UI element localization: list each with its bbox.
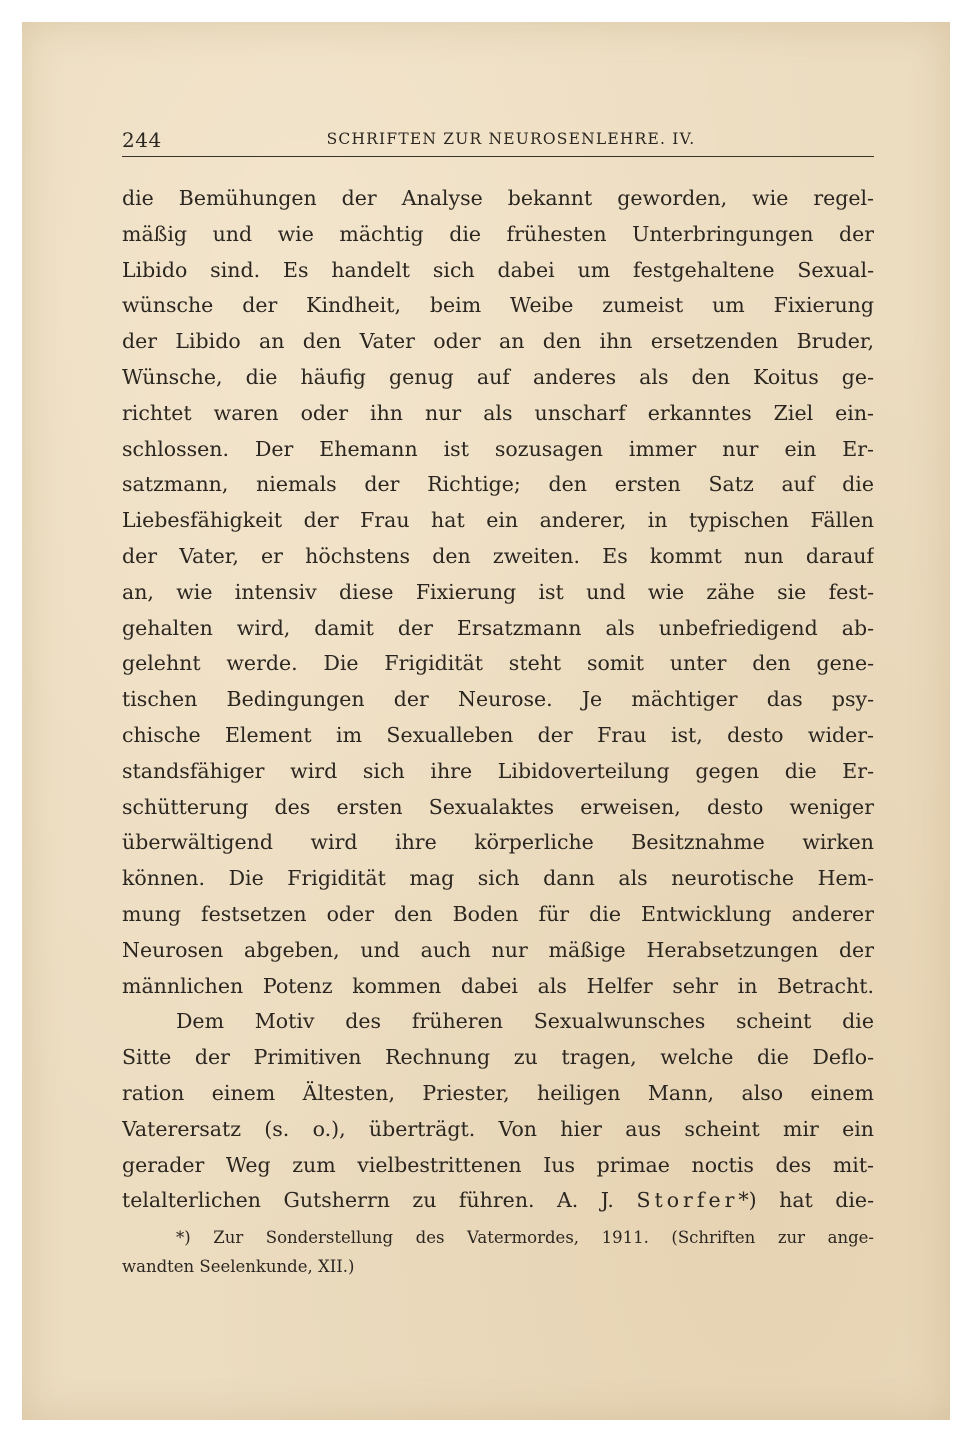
text-line: Neurosen abgeben, und auch nur mäßige Herabsetzungen der — [122, 937, 874, 962]
paragraph-start-line: Dem Motiv des früheren Sexualwunsches scheint die — [176, 1009, 874, 1034]
text-line-start: telalterlichen Gutsherrn zu führen. A. J. — [122, 1188, 614, 1213]
text-line: überwältigend wird ihre körperliche Besitznahme wirken — [122, 830, 874, 855]
footnote-line: wandten Seelenkunde, XII.) — [122, 1257, 355, 1277]
text-line: können. Die Frigidität mag sich dann als neurotische Hem- — [122, 866, 874, 891]
text-line: ration einem Ältesten, Priester, heiligen Mann, also einem — [122, 1080, 874, 1105]
text-line: schlossen. Der Ehemann ist sozusagen immer nur ein Er- — [122, 436, 874, 461]
text-line: der Vater, er höchstens den zweiten. Es kommt nun darauf — [122, 543, 874, 568]
footnote-line: *) Zur Sonderstellung des Vatermordes, 1911. (Schriften zur ange- — [176, 1228, 874, 1248]
footnotes — [122, 1223, 874, 1281]
text-line-end: hat die- — [779, 1188, 874, 1213]
book-page — [122, 120, 874, 1281]
footnote-marker: *) — [738, 1188, 757, 1213]
text-line: richtet waren oder ihn nur als unscharf erkanntes Ziel ein- — [122, 400, 874, 425]
text-line: tischen Bedingungen der Neurose. Je mächtiger das psy- — [122, 687, 874, 712]
text-line: Liebesfähigkeit der Frau hat ein anderer, in typischen Fällen — [122, 508, 874, 533]
text-line: Libido sind. Es handelt sich dabei um festgehaltene Sexual- — [122, 257, 874, 282]
text-line: gelehnt werde. Die Frigidität steht somit unter den gene- — [122, 651, 874, 676]
text-line: gehalten wird, damit der Ersatzmann als unbefriedigend ab- — [122, 615, 874, 640]
text-line: der Libido an den Vater oder an den ihn ersetzenden Bruder, — [122, 329, 874, 354]
text-line: wünsche der Kindheit, beim Weibe zumeist um Fixierung — [122, 293, 874, 318]
text-line: mung festsetzen oder den Boden für die Entwicklung anderer — [122, 901, 874, 926]
body-text — [122, 181, 874, 1219]
text-line: Vaterersatz (s. o.), überträgt. Von hier aus scheint mir ein — [122, 1116, 874, 1141]
text-line: standsfähiger wird sich ihre Libidoverteilung gegen die Er- — [122, 758, 874, 783]
running-title: SCHRIFTEN ZUR NEUROSENLEHRE. IV. — [326, 130, 696, 148]
text-line: an, wie intensiv diese Fixierung ist und wie zähe sie fest- — [122, 579, 874, 604]
text-line: die Bemühungen der Analyse bekannt geworden, wie regel- — [122, 186, 874, 210]
text-line: mäßig und wie mächtig die frühesten Unterbringungen der — [122, 221, 874, 246]
text-line: Wünsche, die häufig genug auf anderes als den Koitus ge- — [122, 364, 874, 389]
author-name-spaced: Storfer — [636, 1188, 739, 1213]
text-line: männlichen Potenz kommen dabei als Helfer sehr in Betracht. — [122, 973, 874, 998]
page-number: 244 — [122, 128, 162, 152]
text-line: schütterung des ersten Sexualaktes erweisen, desto weniger — [122, 794, 874, 819]
page-header — [122, 120, 874, 157]
text-line-final — [122, 1183, 874, 1219]
text-line: chische Element im Sexualleben der Frau ist, desto wider- — [122, 722, 874, 747]
text-line: satzmann, niemals der Richtige; den ersten Satz auf die — [122, 472, 874, 497]
text-line: Sitte der Primitiven Rechnung zu tragen, welche die Deflo- — [122, 1045, 874, 1070]
text-line: gerader Weg zum vielbestrittenen Ius primae noctis des mit- — [122, 1152, 874, 1177]
